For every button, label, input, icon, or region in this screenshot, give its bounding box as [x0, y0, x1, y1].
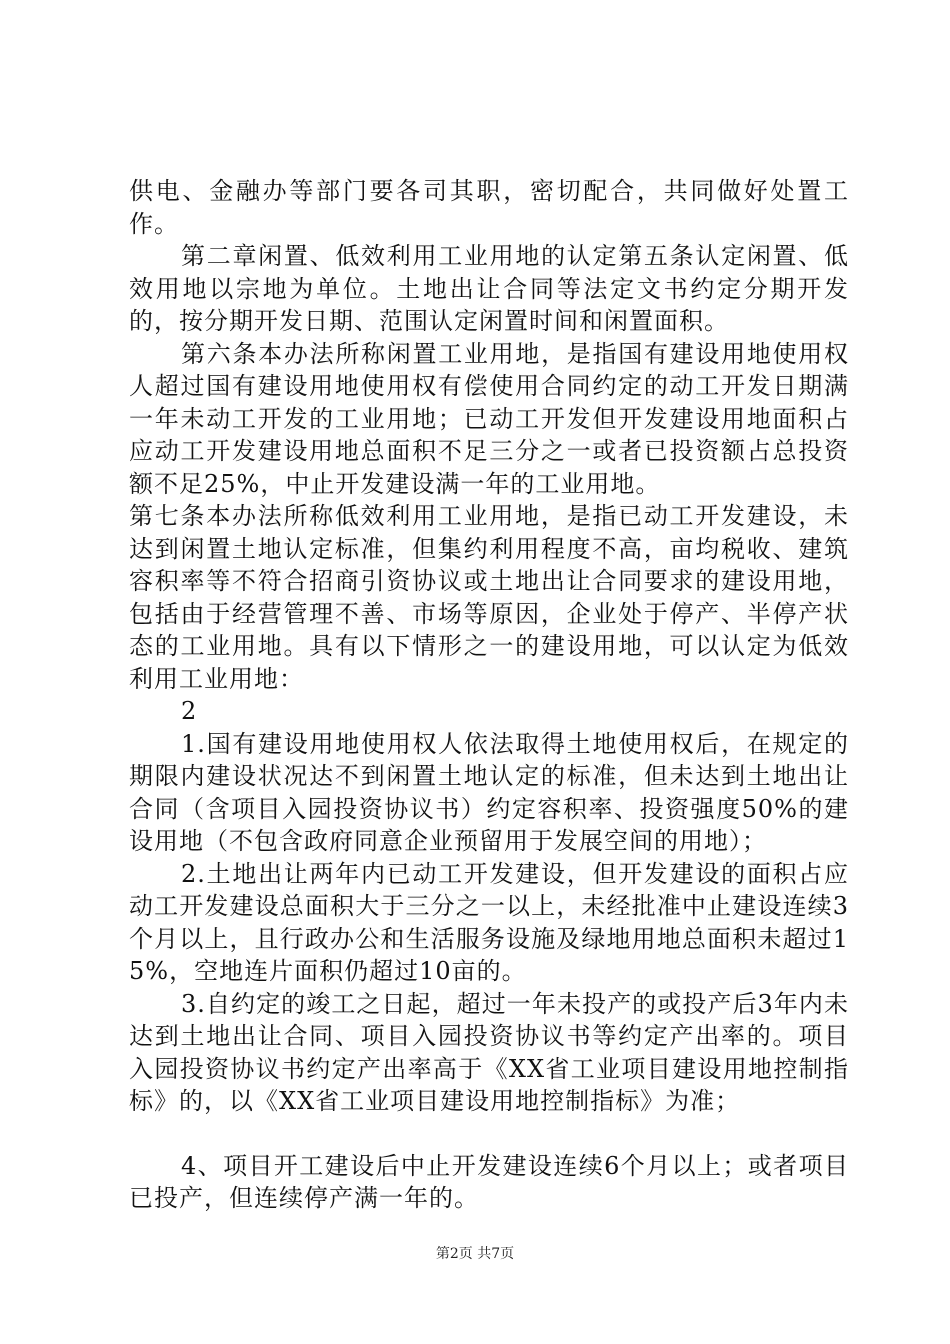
page-footer — [0, 1244, 950, 1264]
paragraph: 供电、金融办等部门要各司其职，密切配合，共同做好处置工作。 — [129, 177, 849, 238]
paragraph: 第二章闲置、低效利用工业用地的认定第五条认定闲置、低效用地以宗地为单位。土地出让合同等法定文书约定分期开发的，按分期开发日期、范围认定闲置时间和闲置面积。 — [129, 242, 849, 335]
paragraph: 1.国有建设用地使用权人依法取得土地使用权后，在规定的期限内建设状况达不到闲置土地认定的标准，但未达到土地出让合同（含项目入园投资协议书）约定容积率、投资强度50%的建设用地（不包含政府同意企业预留用于发展空间的用地）； — [129, 729, 849, 855]
paragraph: 第六条本办法所称闲置工业用地，是指国有建设用地使用权人超过国有建设用地使用权有偿使用合同约定的动工开发日期满一年未动工开发的工业用地；已动工开发但开发建设用地面积占应动工开发建设用地总面积不足三分之一或者已投资额占总投资额不足25%，中止开发建设满一年的工业用地。 — [129, 339, 849, 498]
paragraph: 2 — [181, 697, 198, 725]
document-body — [129, 175, 849, 1215]
paragraph-gap — [129, 1118, 849, 1150]
paragraph: 第七条本办法所称低效利用工业用地，是指已动工开发建设，未达到闲置土地认定标准，但集约利用程度不高，亩均税收、建筑容积率等不符合招商引资协议或土地出让合同要求的建设用地，包括由于经营管理不善、市场等原因，企业处于停产、半停产状态的工业用地。具有以下情形之一的建设用地，可以认定为低效利用工业用地： — [129, 502, 849, 693]
paragraph: 4、项目开工建设后中止开发建设连续6个月以上；或者项目已投产，但连续停产满一年的。 — [129, 1151, 849, 1212]
paragraph: 3.自约定的竣工之日起，超过一年未投产的或投产后3年内未达到土地出让合同、项目入园投资协议书等约定产出率的。项目入园投资协议书约定产出率高于《XX省工业项目建设用地控制指标》的，以《XX省工业项目建设用地控制指标》为准； — [129, 989, 849, 1115]
paragraph: 2.土地出让两年内已动工开发建设，但开发建设的面积占应动工开发建设总面积大于三分之一以上，未经批准中止建设连续3个月以上，且行政办公和生活服务设施及绿地用地总面积未超过15%，空地连片面积仍超过10亩的。 — [129, 859, 849, 985]
page-number: 第2页 共7页 — [435, 1246, 515, 1262]
